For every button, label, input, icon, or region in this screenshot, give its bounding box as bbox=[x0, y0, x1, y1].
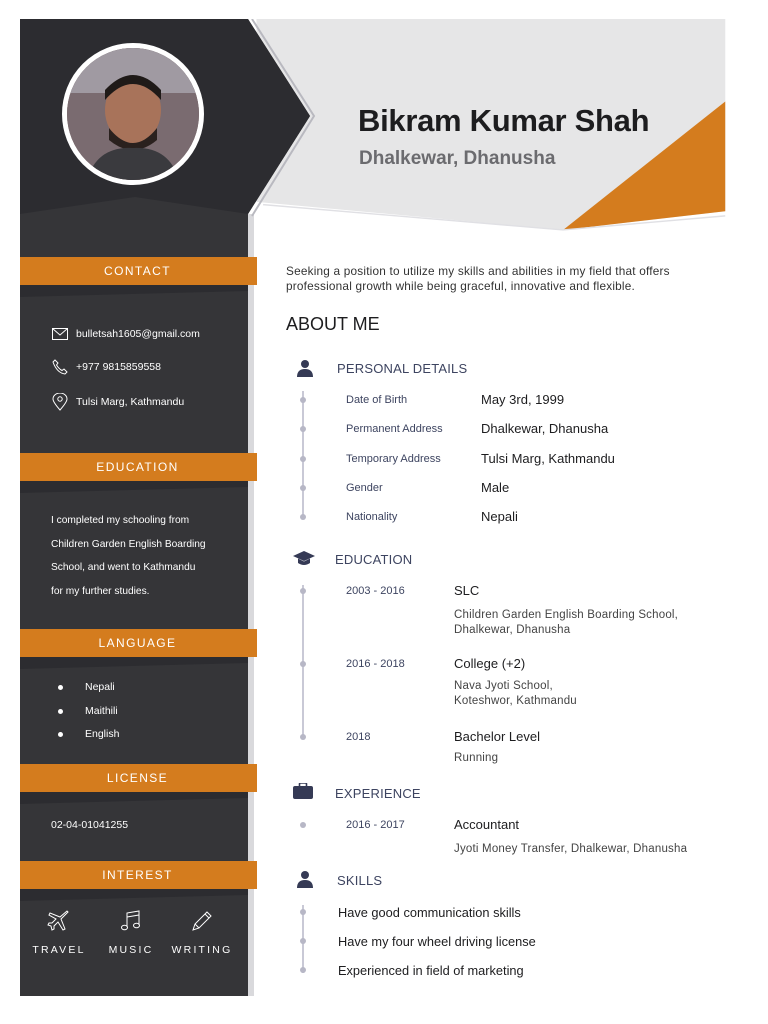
timeline-dot bbox=[300, 514, 306, 520]
education-detail bbox=[454, 751, 498, 766]
personal-value: Tulsi Marg, Kathmandu bbox=[481, 451, 615, 466]
language-item bbox=[58, 681, 115, 693]
contact-email[interactable] bbox=[52, 328, 200, 340]
objective-statement bbox=[286, 264, 736, 293]
education-years: 2003 - 2016 bbox=[346, 585, 405, 597]
education-detail bbox=[454, 679, 577, 708]
interest-writing bbox=[167, 909, 237, 956]
interest-heading: INTEREST bbox=[20, 861, 257, 889]
education-detail-line: Children Garden English Boarding School, bbox=[454, 609, 679, 621]
education-detail-line: Koteshwor, Kathmandu bbox=[454, 694, 577, 707]
personal-value: May 3rd, 1999 bbox=[481, 392, 565, 407]
license-number: 02-04-01041255 bbox=[51, 819, 129, 831]
bullet-icon bbox=[58, 709, 63, 714]
timeline-dot bbox=[300, 588, 306, 594]
pencil-icon bbox=[190, 909, 214, 933]
interest-travel bbox=[24, 909, 94, 956]
interest-label: WRITING bbox=[171, 944, 233, 956]
education-detail-line: Running bbox=[454, 752, 499, 764]
timeline-dot bbox=[300, 661, 306, 667]
contact-address bbox=[52, 393, 184, 411]
contact-phone[interactable] bbox=[52, 359, 161, 375]
skill-item: Have my four wheel driving license bbox=[338, 934, 536, 949]
skill-item: Experienced in field of marketing bbox=[338, 963, 524, 978]
experience-detail: Jyoti Money Transfer, Dhalkewar, Dhanusha bbox=[454, 843, 688, 855]
personal-value: Male bbox=[481, 480, 510, 495]
resume-page bbox=[20, 19, 748, 996]
personal-value: Nepali bbox=[481, 509, 518, 524]
personal-label: Permanent Address bbox=[346, 423, 443, 435]
education-line: for my further studies. bbox=[51, 585, 150, 597]
education-fold bbox=[20, 481, 248, 493]
contact-phone-text: +977 9815859558 bbox=[76, 361, 161, 373]
person-icon bbox=[297, 359, 313, 377]
experience-title: EXPERIENCE bbox=[335, 786, 421, 801]
contact-email-text: bulletsah1605@gmail.com bbox=[76, 328, 200, 340]
education-degree: SLC bbox=[454, 583, 480, 598]
interest-music bbox=[96, 909, 166, 956]
skill-item: Have good communication skills bbox=[338, 905, 521, 920]
airplane-icon bbox=[47, 909, 71, 933]
bullet-icon bbox=[58, 732, 63, 737]
language-fold bbox=[20, 657, 248, 669]
graduation-cap-icon bbox=[293, 551, 315, 567]
language-label: Maithili bbox=[85, 705, 118, 717]
timeline-dot bbox=[300, 938, 306, 944]
education-heading: EDUCATION bbox=[20, 453, 257, 481]
timeline-dot bbox=[300, 822, 306, 828]
language-label: English bbox=[85, 728, 120, 740]
license-fold bbox=[20, 792, 248, 804]
language-heading: LANGUAGE bbox=[20, 629, 257, 657]
personal-label: Date of Birth bbox=[346, 394, 408, 406]
mail-icon bbox=[52, 328, 68, 340]
education-years: 2016 - 2018 bbox=[346, 658, 405, 670]
contact-heading: CONTACT bbox=[20, 257, 257, 285]
timeline-dot bbox=[300, 734, 306, 740]
education-main-title: EDUCATION bbox=[335, 552, 413, 567]
timeline-dot bbox=[300, 456, 306, 462]
personal-label: Temporary Address bbox=[346, 453, 441, 465]
personal-value: Dhalkewar, Dhanusha bbox=[481, 421, 609, 436]
about-me-title: ABOUT ME bbox=[286, 314, 380, 334]
personal-label: Gender bbox=[346, 482, 383, 494]
personal-label: Nationality bbox=[346, 511, 398, 523]
license-heading: LICENSE bbox=[20, 764, 257, 792]
bullet-icon bbox=[58, 685, 63, 690]
education-degree: College (+2) bbox=[454, 656, 526, 671]
skills-title: SKILLS bbox=[337, 873, 383, 888]
language-label: Nepali bbox=[85, 681, 115, 693]
education-line: I completed my schooling from bbox=[51, 515, 190, 526]
timeline-dot bbox=[300, 485, 306, 491]
location-pin-icon bbox=[52, 393, 68, 411]
objective-line: professional growth while being graceful, innovative and flexible. bbox=[286, 278, 635, 293]
person-icon bbox=[297, 870, 313, 888]
education-detail-line: Nava Jyoti School, bbox=[454, 680, 553, 692]
timeline-dot bbox=[300, 397, 306, 403]
briefcase-icon bbox=[293, 783, 313, 799]
experience-role: Accountant bbox=[454, 817, 520, 832]
objective-line: Seeking a position to utilize my skills and abilities in my field that offers bbox=[286, 264, 670, 278]
contact-address-text: Tulsi Marg, Kathmandu bbox=[76, 396, 185, 408]
personal-timeline bbox=[302, 391, 304, 515]
education-line: Children Garden English Boarding bbox=[51, 538, 206, 550]
experience-years: 2016 - 2017 bbox=[346, 819, 405, 831]
education-degree: Bachelor Level bbox=[454, 729, 540, 744]
education-summary bbox=[51, 509, 231, 603]
education-detail-line: Dhalkewar, Dhanusha bbox=[454, 623, 571, 636]
contact-fold bbox=[20, 285, 248, 297]
timeline-dot bbox=[300, 909, 306, 915]
full-name: Bikram Kumar Shah bbox=[358, 103, 650, 138]
interest-fold bbox=[20, 889, 248, 901]
phone-icon bbox=[52, 359, 68, 375]
timeline-dot bbox=[300, 967, 306, 973]
education-line: School, and went to Kathmandu bbox=[51, 562, 196, 573]
home-location: Dhalkewar, Dhanusha bbox=[359, 148, 556, 169]
interest-label: MUSIC bbox=[108, 944, 154, 956]
timeline-dot bbox=[300, 426, 306, 432]
language-item bbox=[58, 728, 119, 740]
language-item bbox=[58, 705, 118, 717]
interest-label: TRAVEL bbox=[32, 944, 86, 956]
personal-details-title: PERSONAL DETAILS bbox=[337, 361, 468, 376]
education-years: 2018 bbox=[346, 731, 371, 743]
profile-photo bbox=[62, 43, 204, 185]
education-detail bbox=[454, 608, 678, 637]
music-note-icon bbox=[119, 909, 143, 933]
